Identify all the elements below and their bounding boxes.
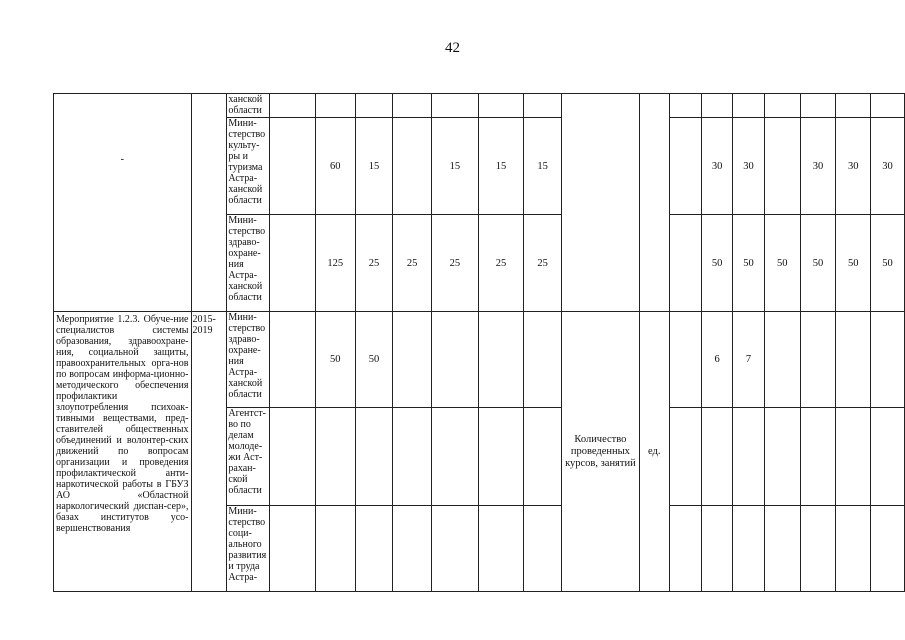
value-cell: 25 <box>524 215 562 312</box>
value-cell: 60 <box>315 118 355 215</box>
value-cell: 50 <box>355 312 393 408</box>
value-cell: 125 <box>315 215 355 312</box>
value-cell: 25 <box>478 215 524 312</box>
indicator-value: 50 <box>871 215 905 312</box>
description-cell: - <box>54 94 192 312</box>
years-cell: 2015- 2019 <box>191 312 227 592</box>
org-cell: Мини- стерство культу- ры и туризма Астра- ханской области <box>227 118 270 215</box>
indicator-value: 6 <box>702 312 733 408</box>
indicator-value: 30 <box>702 118 733 215</box>
indicator-value <box>764 118 800 215</box>
plan-table <box>53 93 905 592</box>
indicator-value: 30 <box>871 118 905 215</box>
indicator-value: 7 <box>733 312 765 408</box>
indicator-value: 50 <box>764 215 800 312</box>
indicator-name: Количество проведенных курсов, занятий <box>561 312 639 592</box>
indicator-value: 50 <box>702 215 733 312</box>
value-cell: 15 <box>355 118 393 215</box>
indicator-value: 30 <box>800 118 836 215</box>
org-cell: ханской области <box>227 94 270 118</box>
table-row <box>54 312 905 408</box>
unit-cell: ед. <box>639 312 669 592</box>
org-cell: Мини- стерство соци- ального развития и труда Астра- <box>227 506 270 592</box>
indicator-value: 50 <box>800 215 836 312</box>
value-cell <box>393 118 432 215</box>
page-number: 42 <box>445 40 460 56</box>
value-cell: 15 <box>432 118 479 215</box>
value-cell: 25 <box>393 215 432 312</box>
table-row <box>54 94 905 118</box>
indicator-value: 30 <box>733 118 765 215</box>
org-cell: Мини- стерство здраво- охране- ния Астра- ханской области <box>227 215 270 312</box>
indicator-value: 50 <box>733 215 765 312</box>
value-cell: 50 <box>315 312 355 408</box>
org-cell: Агентст- во по делам молоде- жи Аст- рахан- ской области <box>227 408 270 506</box>
indicator-value: 50 <box>836 215 871 312</box>
indicator-value: 30 <box>836 118 871 215</box>
org-cell: Мини- стерство здраво- охране- ния Астра- ханской области <box>227 312 270 408</box>
value-cell: 15 <box>478 118 524 215</box>
value-cell: 25 <box>432 215 479 312</box>
event-description: Мероприятие 1.2.3. Обуче-ние специалистов системы образования, здравоохране-ния, социальной защиты, правоохранительных орга-нов по вопросам информа-ционно-методического обеспечения профилактики злоупотребления психоак-тивными веществами, пред-ставителей общественных объединений и волонтер-ских движений по вопросам организации и проведения профилактической анти-наркотической работы в ГБУЗ АО «Областной наркологический диспан-сер», базах институтов усо-вершенствования <box>54 312 192 592</box>
value-cell: 15 <box>524 118 562 215</box>
value-cell: 25 <box>355 215 393 312</box>
